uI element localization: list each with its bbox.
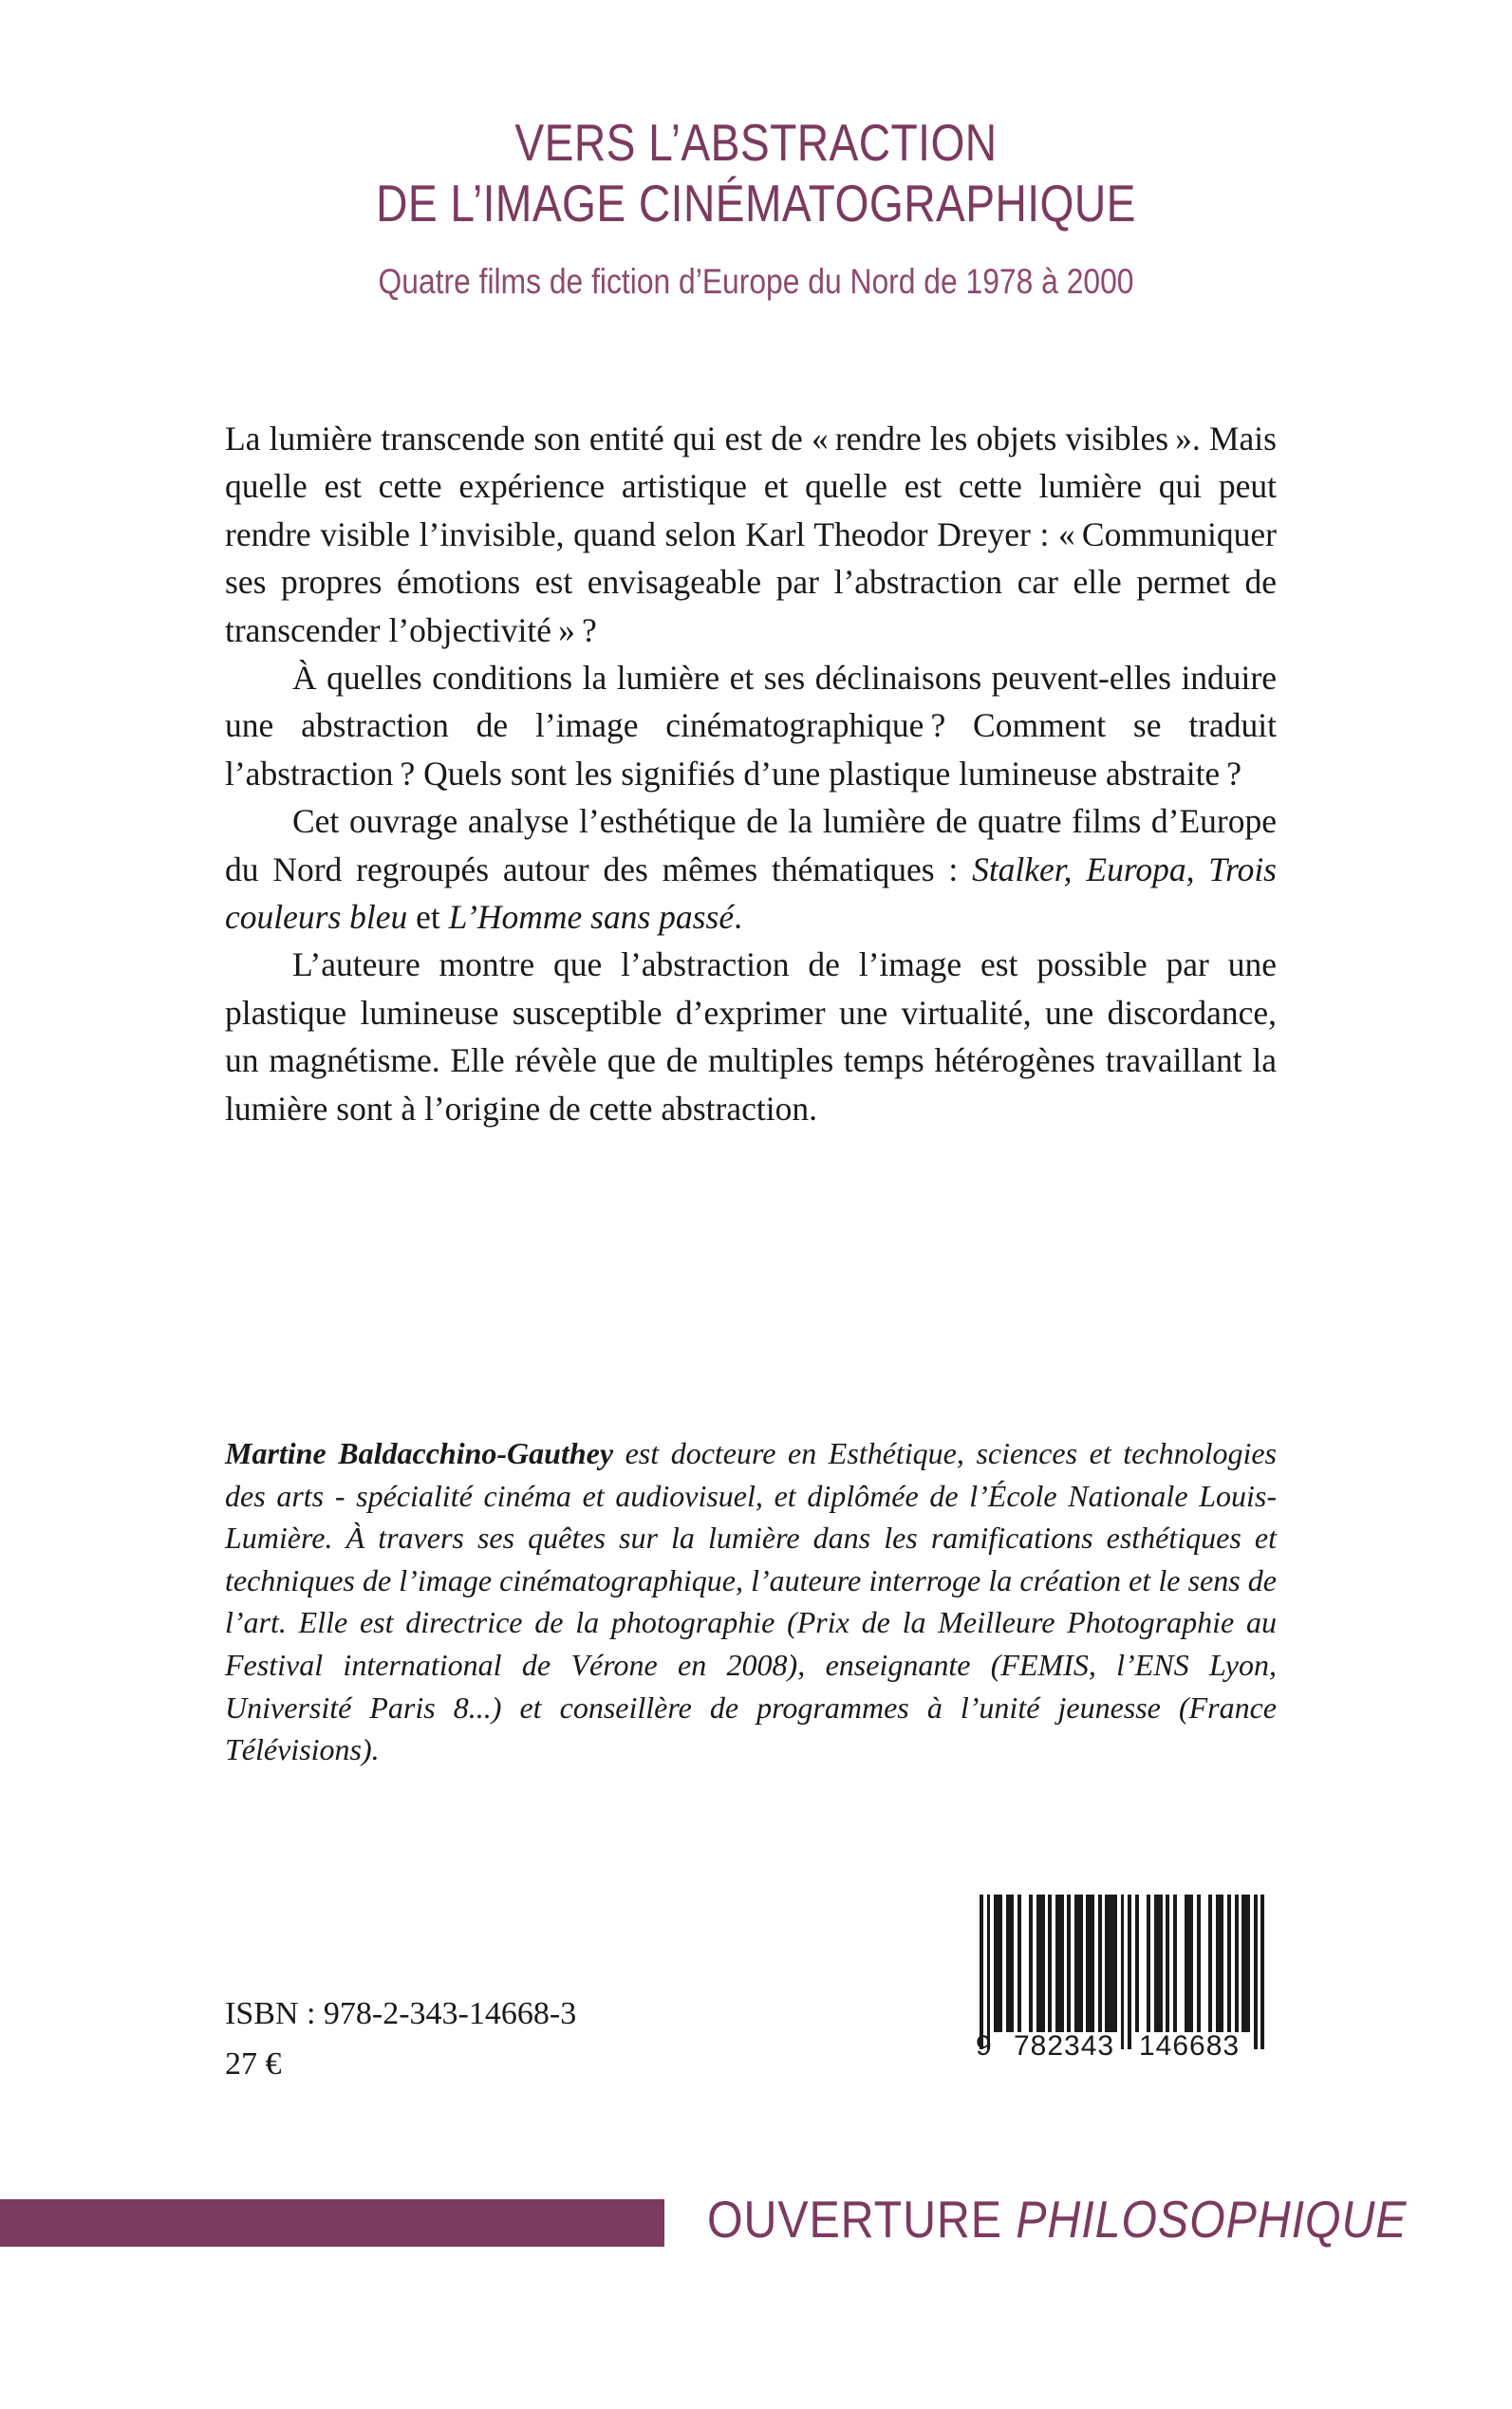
title-line-1: VERS L’ABSTRACTION xyxy=(514,113,998,172)
barcode-left-digits: 782343 xyxy=(1014,2030,1115,2062)
collection-band-bar xyxy=(0,2199,664,2247)
film-titles-group-1: Stalker, Europa, Trois couleurs bleu xyxy=(225,850,1277,937)
collection-name-part1: OUVERTURE xyxy=(707,2190,1017,2249)
blurb-paragraph-1 xyxy=(225,415,1277,654)
barcode-right-digits: 146683 xyxy=(1139,2030,1241,2062)
film-title-homme-sans-passe: L’Homme sans passé xyxy=(448,898,735,937)
barcode-lead-digit: 9 xyxy=(976,2030,993,2062)
subtitle: Quatre films de fiction d’Europe du Nord de 1978 à 2000 xyxy=(378,261,1134,301)
price-value: 27 € xyxy=(225,2046,282,2082)
blurb-p3-text-a: Cet ouvrage analyse l’esthétique de la lumière de quatre films d’Europe du Nord regroupés autour des mêmes thématiques : xyxy=(225,802,1277,888)
title-block xyxy=(0,112,1512,303)
author-bio-text: est docteure en Esthétique, sciences et technologies des arts - spécialité cinéma et audiovisuel, et diplômée de l’École Nationale Louis-Lumière. À travers ses quêtes sur la lumière dans les ramifications esthétiques et techniques de l’image cinématographique, l’auteure interroge la création et le sens de l’art. Elle est directrice de la photographie (Prix de la Meilleure Photographie au Festival international de Vérone en 2008), enseignante (FEMIS, l’ENS Lyon, Université Paris 8...) et conseillère de programmes à l’unité jeunesse (France Télévisions). xyxy=(225,1436,1277,1767)
barcode-bars xyxy=(980,1895,1264,2032)
collection-name xyxy=(707,2189,1407,2250)
blurb-p1-text: La lumière transcende son entité qui est de « rendre les objets visibles ». Mais quelle est cette expérience artistique et quelle est cette lumière qui peut rendre visible l’invisible, quand selon Karl Theodor Dreyer : « Communiquer ses propres émotions est envisageable par l’abstraction car elle permet de transcender l’objectivité » ? xyxy=(225,420,1277,649)
blurb-p3-text-c: . xyxy=(734,898,742,937)
blurb-text xyxy=(225,415,1277,1132)
title-line-2: DE L’IMAGE CINÉMATOGRAPHIQUE xyxy=(376,174,1136,233)
blurb-paragraph-4 xyxy=(225,941,1277,1132)
author-bio xyxy=(225,1432,1277,1771)
blurb-paragraph-2 xyxy=(225,654,1277,797)
isbn-value: ISBN : 978-2-343-14668-3 xyxy=(225,1996,577,2031)
blurb-p2-text: À quelles conditions la lumière et ses déclinaisons peuvent-elles induire une abstraction de l’image cinématographique ? Comment se traduit l’abstraction ? Quels sont les signifiés d’une plastique lumineuse abstraite ? xyxy=(225,659,1277,793)
isbn-price-block xyxy=(225,1989,576,2089)
ean13-barcode xyxy=(976,1895,1264,2067)
author-name: Martine Baldacchino-Gauthey xyxy=(225,1436,614,1470)
blurb-paragraph-3 xyxy=(225,797,1277,941)
collection-name-part2: PHILOSOPHIQUE xyxy=(1016,2190,1408,2249)
blurb-p3-conjunction: et xyxy=(407,898,449,937)
blurb-p4-text: L’auteure montre que l’abstraction de l’image est possible par une plastique lumineuse susceptible d’exprimer une virtualité, une discordance, un magnétisme. Elle révèle que de multiples temps hétérogènes travaillant la lumière sont à l’origine de cette abstraction. xyxy=(225,945,1277,1128)
